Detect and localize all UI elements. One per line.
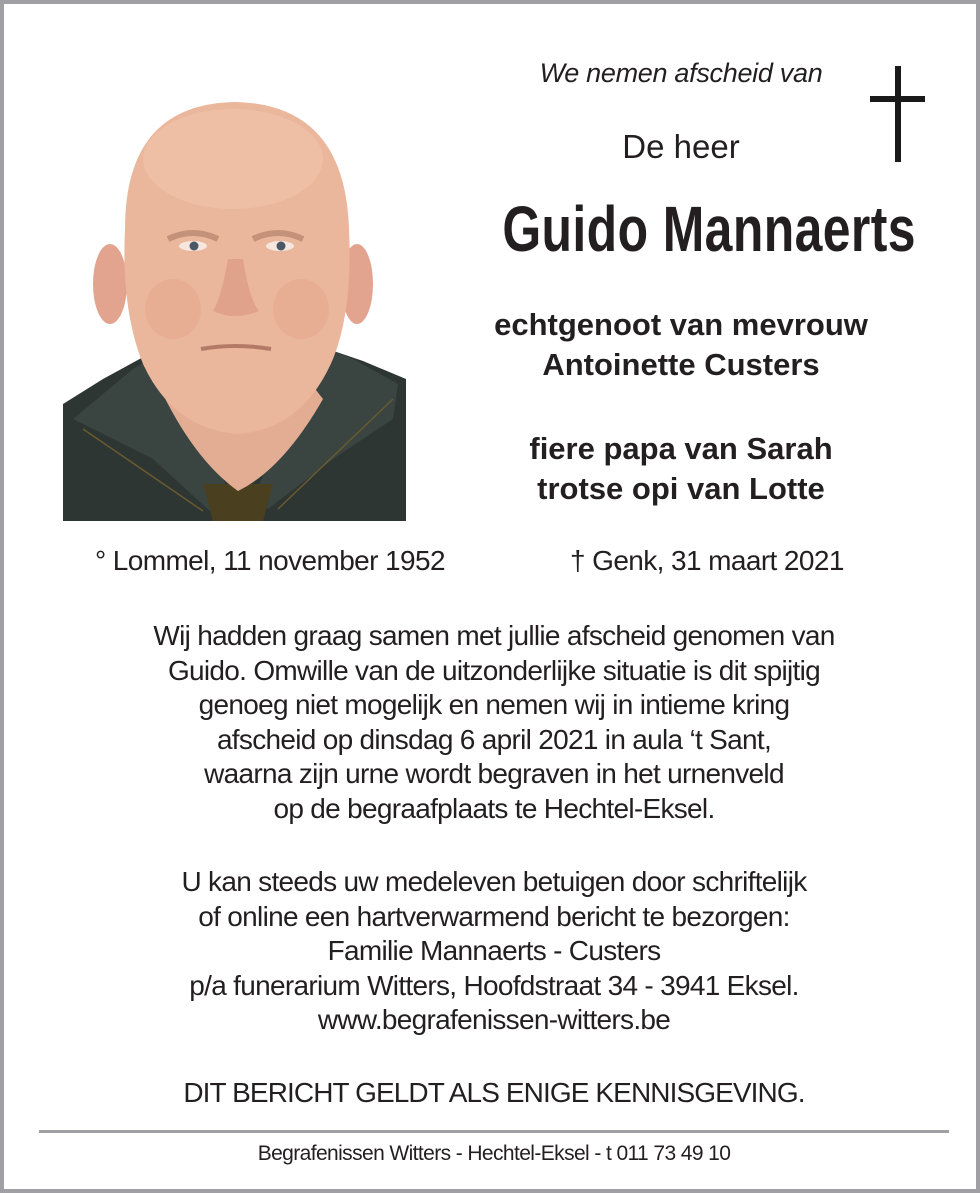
spouse-line-1: echtgenoot van mevrouw	[494, 307, 868, 342]
children-line-2: trotse opi van Lotte	[537, 471, 825, 506]
paragraph-line: of online een hartverwarmend bericht te bezorgen:	[198, 900, 790, 932]
ceremony-paragraph	[44, 619, 944, 827]
paragraph-line: genoeg niet mogelijk en nemen wij in intieme kring	[198, 689, 790, 721]
death-date: † Genk, 31 maart 2021	[570, 545, 844, 576]
portrait-photo	[63, 99, 406, 521]
paragraph-line: afscheid op dinsdag 6 april 2021 in aula ‘t Sant,	[216, 723, 772, 755]
paragraph-line: op de begraafplaats te Hechtel-Eksel.	[273, 792, 715, 824]
funeral-home-footer: Begrafenissen Witters - Hechtel-Eksel - t 011 73 49 10	[257, 1142, 731, 1165]
paragraph-line: Guido. Omwille van de uitzonderlijke situatie is dit spijtig	[167, 654, 821, 686]
spouse-block	[444, 305, 918, 385]
spouse-line-2: Antoinette Custers	[542, 347, 820, 382]
deceased-name: Guido Mannaerts	[502, 193, 916, 265]
birth-date: ° Lommel, 11 november 1952	[95, 545, 445, 576]
paragraph-line: U kan steeds uw medeleven betuigen door schriftelijk	[181, 866, 807, 897]
funeral-home-address: p/a funerarium Witters, Hoofdstraat 34 - 3941 Eksel.	[189, 969, 799, 1001]
family-block	[444, 429, 918, 509]
family-address-name: Familie Mannaerts - Custers	[327, 935, 661, 967]
paragraph-line: waarna zijn urne wordt begraven in het urnenveld	[204, 758, 784, 790]
children-line-1: fiere papa van Sarah	[529, 431, 833, 466]
footer-divider	[39, 1130, 949, 1133]
name-container	[444, 194, 918, 264]
cross-horizontal-bar	[870, 96, 925, 102]
paragraph-line: Wij hadden graag samen met jullie afscheid genomen van	[153, 620, 835, 651]
intro-text: We nemen afscheid van	[539, 58, 823, 88]
website-link[interactable]: www.begrafenissen-witters.be	[317, 1004, 671, 1036]
cross-vertical-bar	[895, 66, 901, 162]
sole-notice-statement: DIT BERICHT GELDT ALS ENIGE KENNISGEVING.	[183, 1077, 805, 1108]
condolence-paragraph	[44, 865, 944, 1038]
honorific-title: De heer	[622, 128, 740, 165]
